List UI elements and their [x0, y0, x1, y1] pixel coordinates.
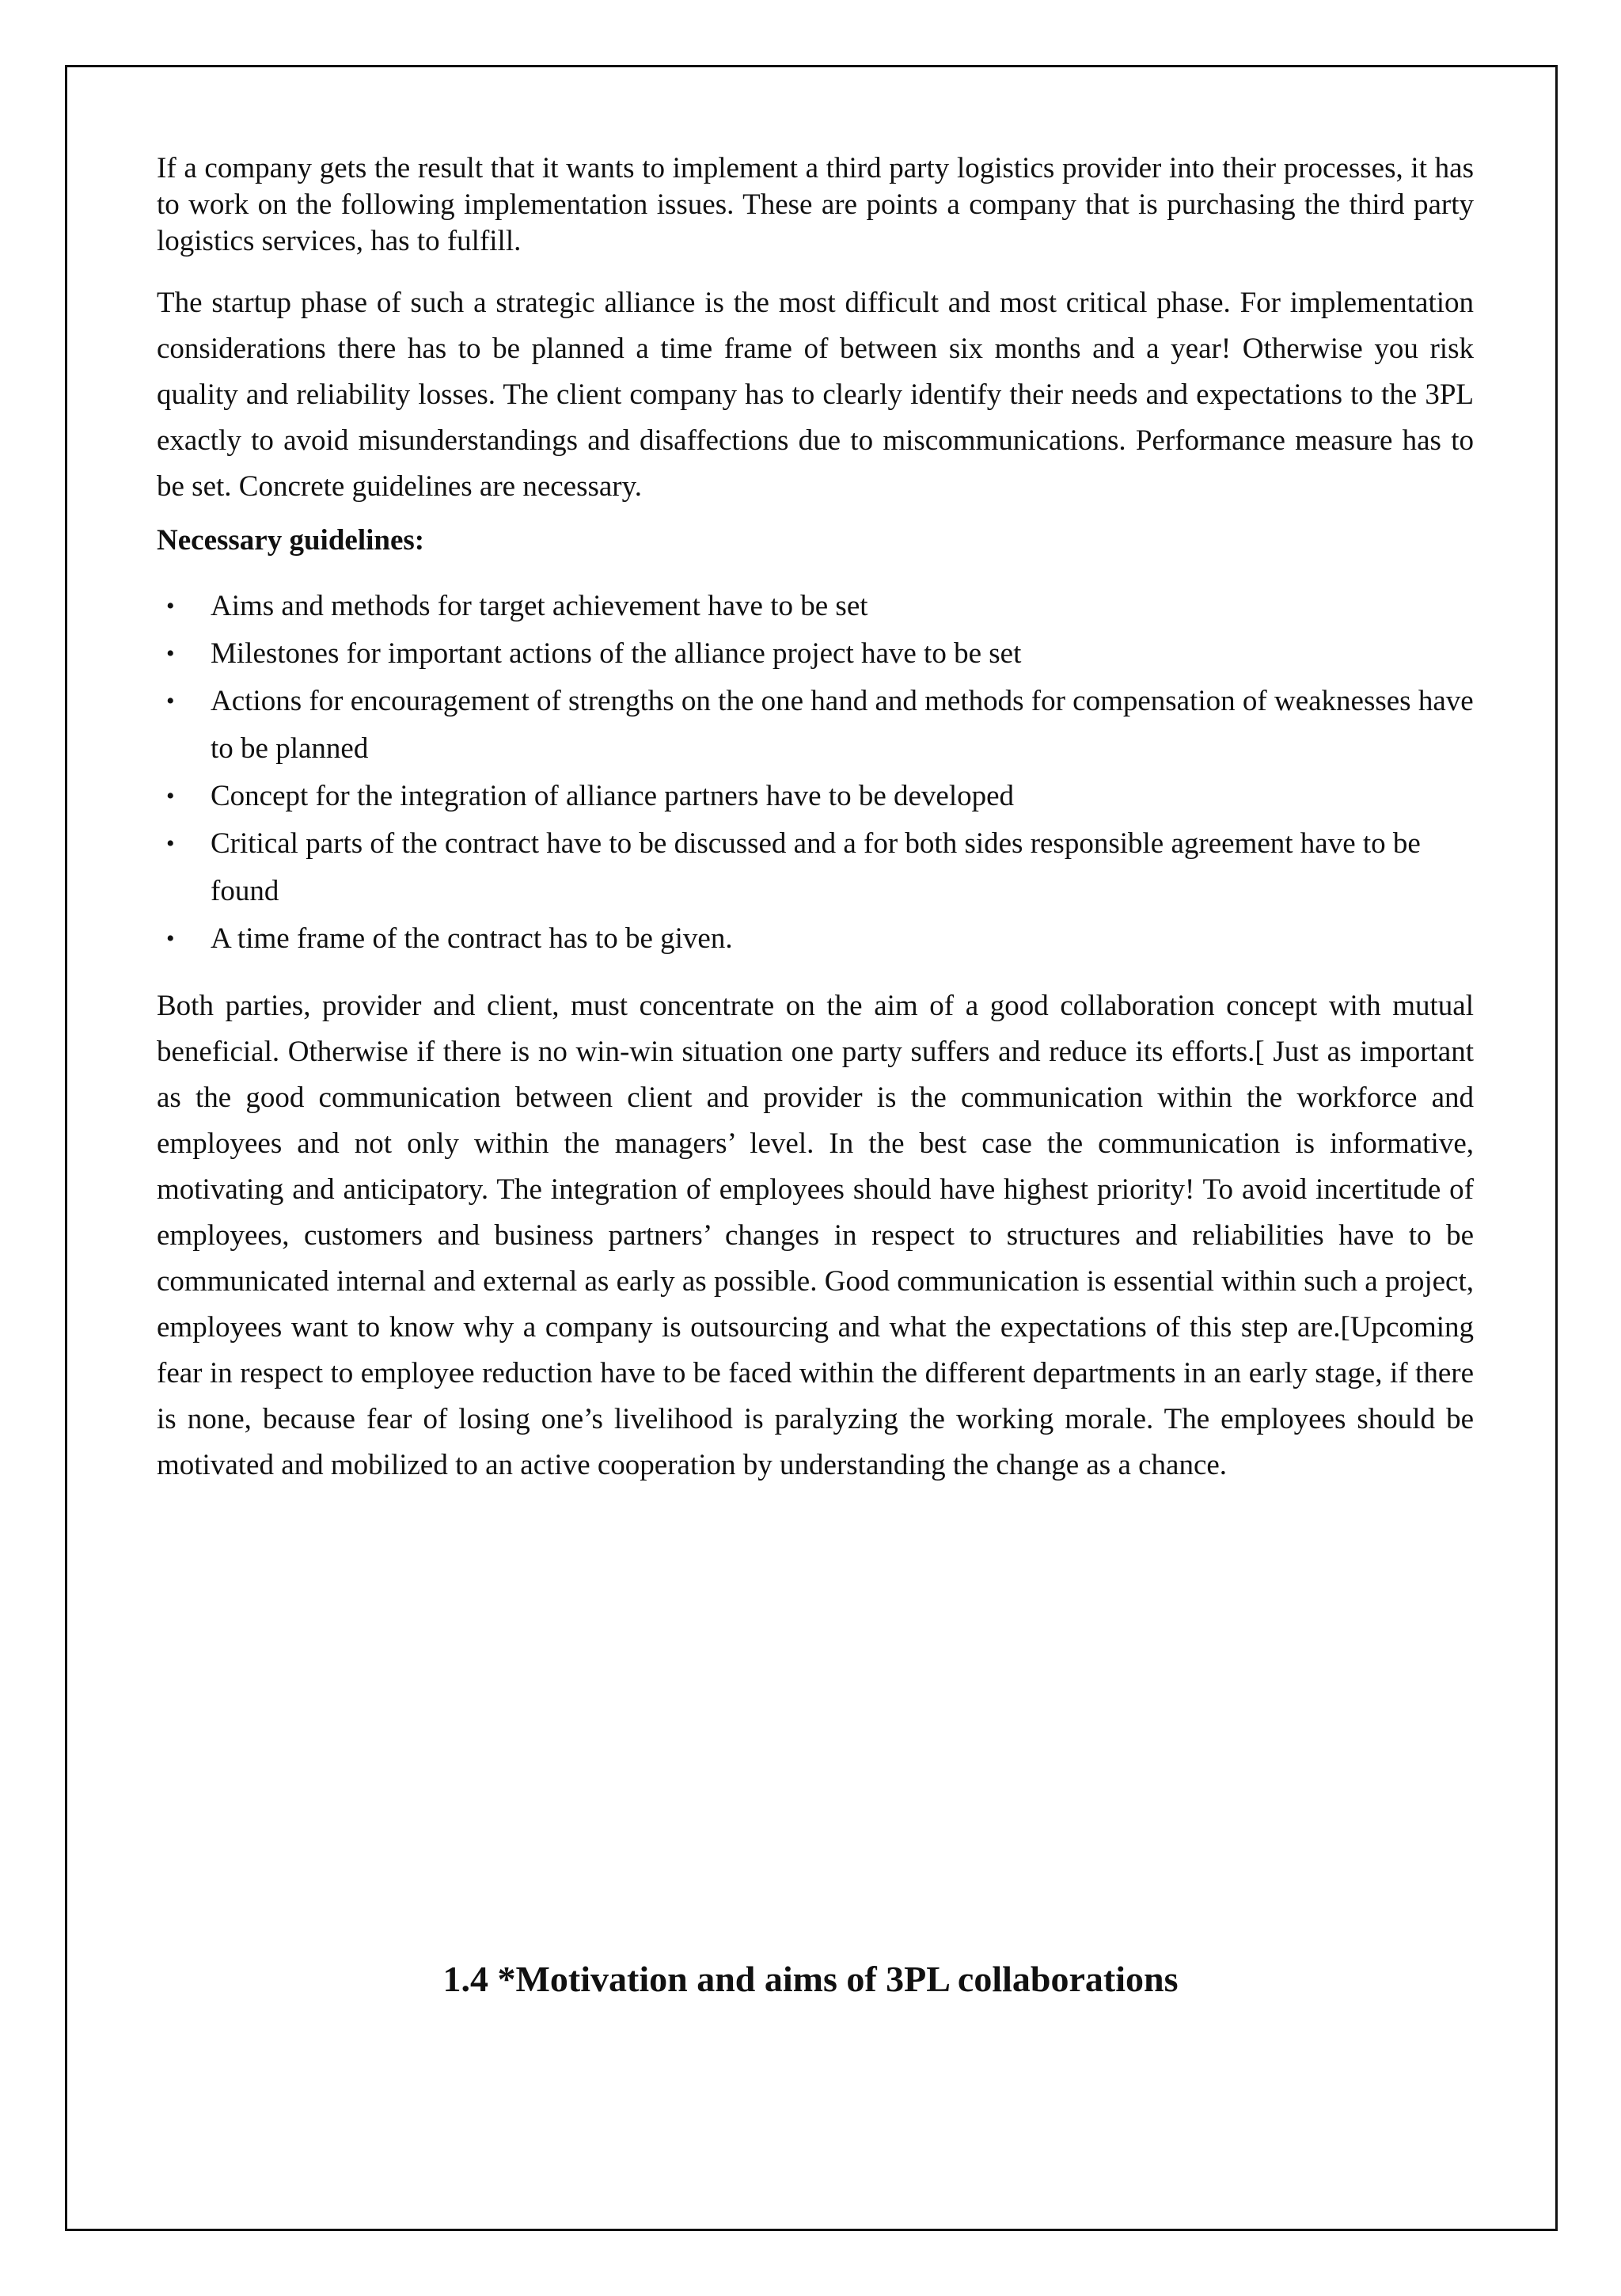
bullet-icon: • [166, 688, 175, 714]
paragraph-intro: If a company gets the result that it wants to implement a third party logistics provider into their processes, it has to work on the following implementation issues. These are points a company that is purchasing the third party logistics services, has to fulfill. [157, 152, 1474, 257]
bullet-icon: • [166, 641, 175, 667]
list-item [157, 678, 1474, 773]
list-item [157, 583, 1474, 630]
list-item-text: Aims and methods for target achievement have to be set [211, 590, 868, 622]
list-item-text: Concept for the integration of alliance partners have to be developed [211, 780, 1015, 812]
bullet-icon: • [166, 926, 175, 952]
list-item [157, 630, 1474, 678]
section-title: 1.4 *Motivation and aims of 3PL collaborations [442, 1959, 1179, 1999]
list-item [157, 820, 1474, 915]
guidelines-heading: Necessary guidelines: [157, 524, 425, 557]
paragraph-startup: The startup phase of such a strategic alliance is the most difficult and most critical phase. For implementation considerations there has to be planned a time frame of between six months and a year! Otherwise you risk quality and reliability losses. The client company has to clearly identify their needs and expectations to the 3PL exactly to avoid misunderstandings and disaffections due to miscommunications. Performance measure has to be set. Concrete guidelines are necessary. [157, 287, 1474, 503]
list-item-text: A time frame of the contract has to be given. [211, 922, 733, 955]
list-item-text: Critical parts of the contract have to be discussed and a for both sides responsible agreement have to be found [211, 827, 1421, 907]
bullet-icon: • [166, 831, 175, 857]
list-item [157, 915, 1474, 963]
list-item-text: Actions for encouragement of strengths on the one hand and methods for compensation of weaknesses have to be planned [211, 685, 1474, 765]
list-item-text: Milestones for important actions of the alliance project have to be set [211, 637, 1022, 670]
document-body [157, 150, 1474, 1496]
bullet-icon: • [166, 593, 175, 619]
bullet-icon: • [166, 783, 175, 809]
list-item [157, 773, 1474, 820]
paragraph-collaboration: Both parties, provider and client, must concentrate on the aim of a good collaboration concept with mutual beneficial. Otherwise if there is no win-win situation one party suffers and reduce its efforts.[ Just as important as the good communication between client and provider is the communication within the workforce and employees and not only within the managers’ level. In the best case the communication is informative, motivating and anticipatory. The integration of employees should have highest priority! To avoid incertitude of employees, customers and business partners’ changes in respect to structures and reliabilities have to be communicated internal and external as early as possible. Good communication is essential within such a project, employees want to know why a company is outsourcing and what the expectations of this step are.[Upcoming fear in respect to employee reduction have to be faced within the different departments in an early stage, if there is none, because fear of losing one’s livelihood is paralyzing the working morale. The employees should be motivated and mobilized to an active cooperation by understanding the change as a chance. [157, 990, 1474, 1481]
guidelines-list [157, 583, 1474, 963]
